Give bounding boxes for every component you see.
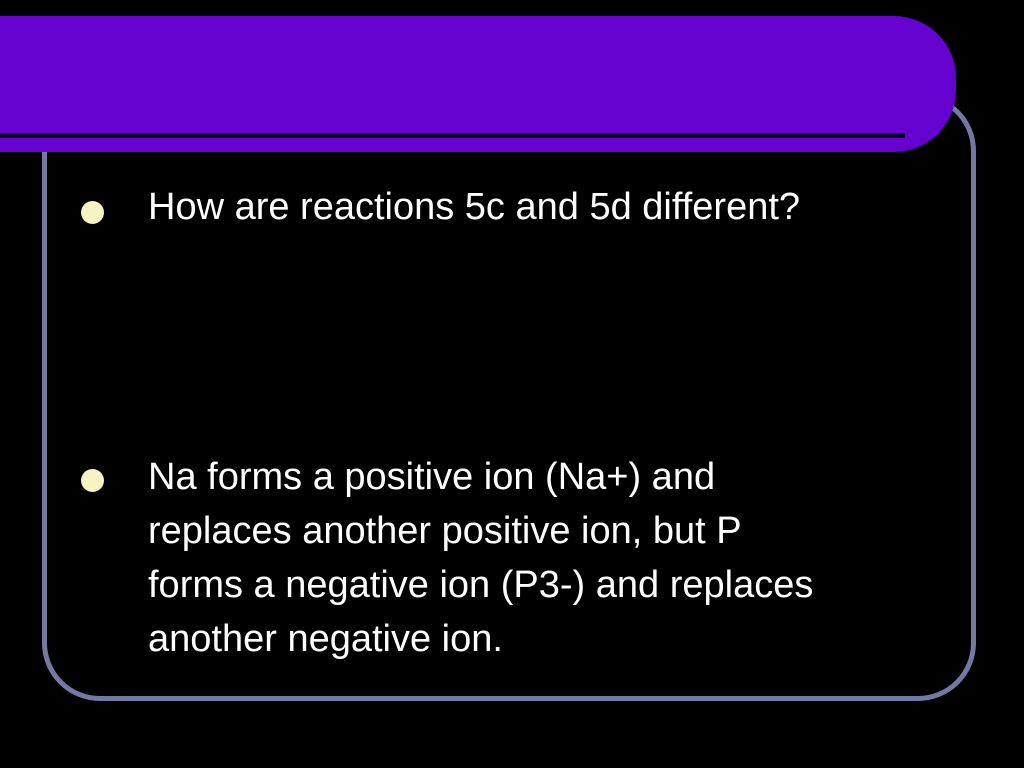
bullet-item-answer [148, 450, 813, 666]
bullet-marker-icon [81, 201, 104, 224]
bullet-text-line: forms a negative ion (P3-) and replaces [148, 564, 814, 606]
bullet-text-line: How are reactions 5c and 5d different? [148, 186, 801, 228]
bullet-marker-icon [81, 469, 104, 492]
title-bar [0, 16, 956, 152]
bullet-item-question [148, 180, 800, 234]
bullet-text-line: another negative ion. [148, 618, 503, 660]
bullet-text-line: replaces another positive ion, but P [148, 510, 742, 552]
title-underline [0, 133, 905, 138]
bullet-text-line: Na forms a positive ion (Na+) and [148, 456, 716, 498]
